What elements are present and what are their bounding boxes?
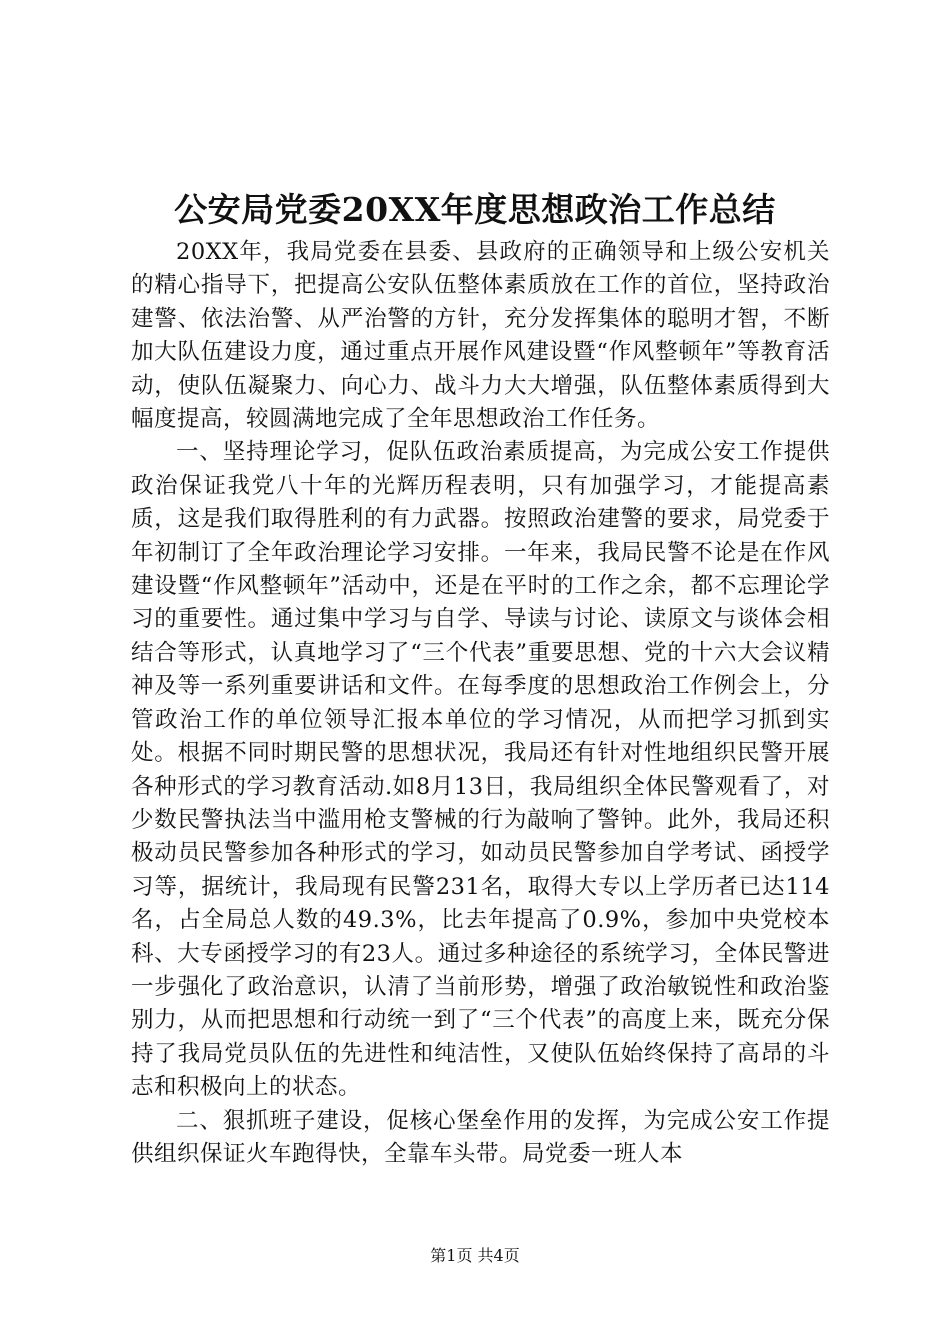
paragraph-section-2: 二、狠抓班子建设，促核心堡垒作用的发挥，为完成公安工作提供组织保证火车跑得快，全靠车头带。局党委一班人本	[131, 1107, 830, 1167]
paragraph-intro: 20XX年，我局党委在县委、县政府的正确领导和上级公安机关的精心指导下，把提高公安队伍整体素质放在工作的首位，坚持政治建警、依法治警、从严治警的方针，充分发挥集体的聪明才智，不断加大队伍建设力度，通过重点开展作风建设暨“作风整顿年”等教育活动，使队伍凝聚力、向心力、战斗力大大增强，队伍整体素质得到大幅度提高，较圆满地完成了全年思想政治工作任务。	[131, 239, 830, 433]
paragraph-section-1: 一、坚持理论学习，促队伍政治素质提高，为完成公安工作提供政治保证我党八十年的光辉历程表明，只有加强学习，才能提高素质，这是我们取得胜利的有力武器。按照政治建警的要求，局党委于年初制订了全年政治理论学习安排。一年来，我局民警不论是在作风建设暨“作风整顿年”活动中，还是在平时的工作之余，都不忘理论学习的重要性。通过集中学习与自学、导读与讨论、读原文与谈体会相结合等形式，认真地学习了“三个代表”重要思想、党的十六大会议精神及等一系列重要讲话和文件。在每季度的思想政治工作例会上，分管政治工作的单位领导汇报本单位的学习情况，从而把学习抓到实处。根据不同时期民警的思想状况，我局还有针对性地组织民警开展各种形式的学习教育活动.如8月13日，我局组织全体民警观看了，对少数民警执法当中滥用枪支警械的行为敲响了警钟。此外，我局还积极动员民警参加各种形式的学习，如动员民警参加自学考试、函授学习等，据统计，我局现有民警231名，取得大专以上学历者已达114名，占全局总人数的49.3%，比去年提高了0.9%，参加中央党校本科、大专函授学习的有23人。通过多种途径的系统学习，全体民警进一步强化了政治意识，认清了当前形势，增强了政治敏锐性和政治鉴别力，从而把思想和行动统一到了“三个代表”的高度上来，既充分保持了我局党员队伍的先进性和纯洁性，又使队伍始终保持了高昂的斗志和积极向上的状态。	[131, 439, 830, 1101]
page-number-footer: 第1页 共4页	[430, 1246, 520, 1265]
document-body	[131, 236, 830, 1171]
document-title: 公安局党委20XX年度思想政治工作总结	[174, 190, 776, 229]
